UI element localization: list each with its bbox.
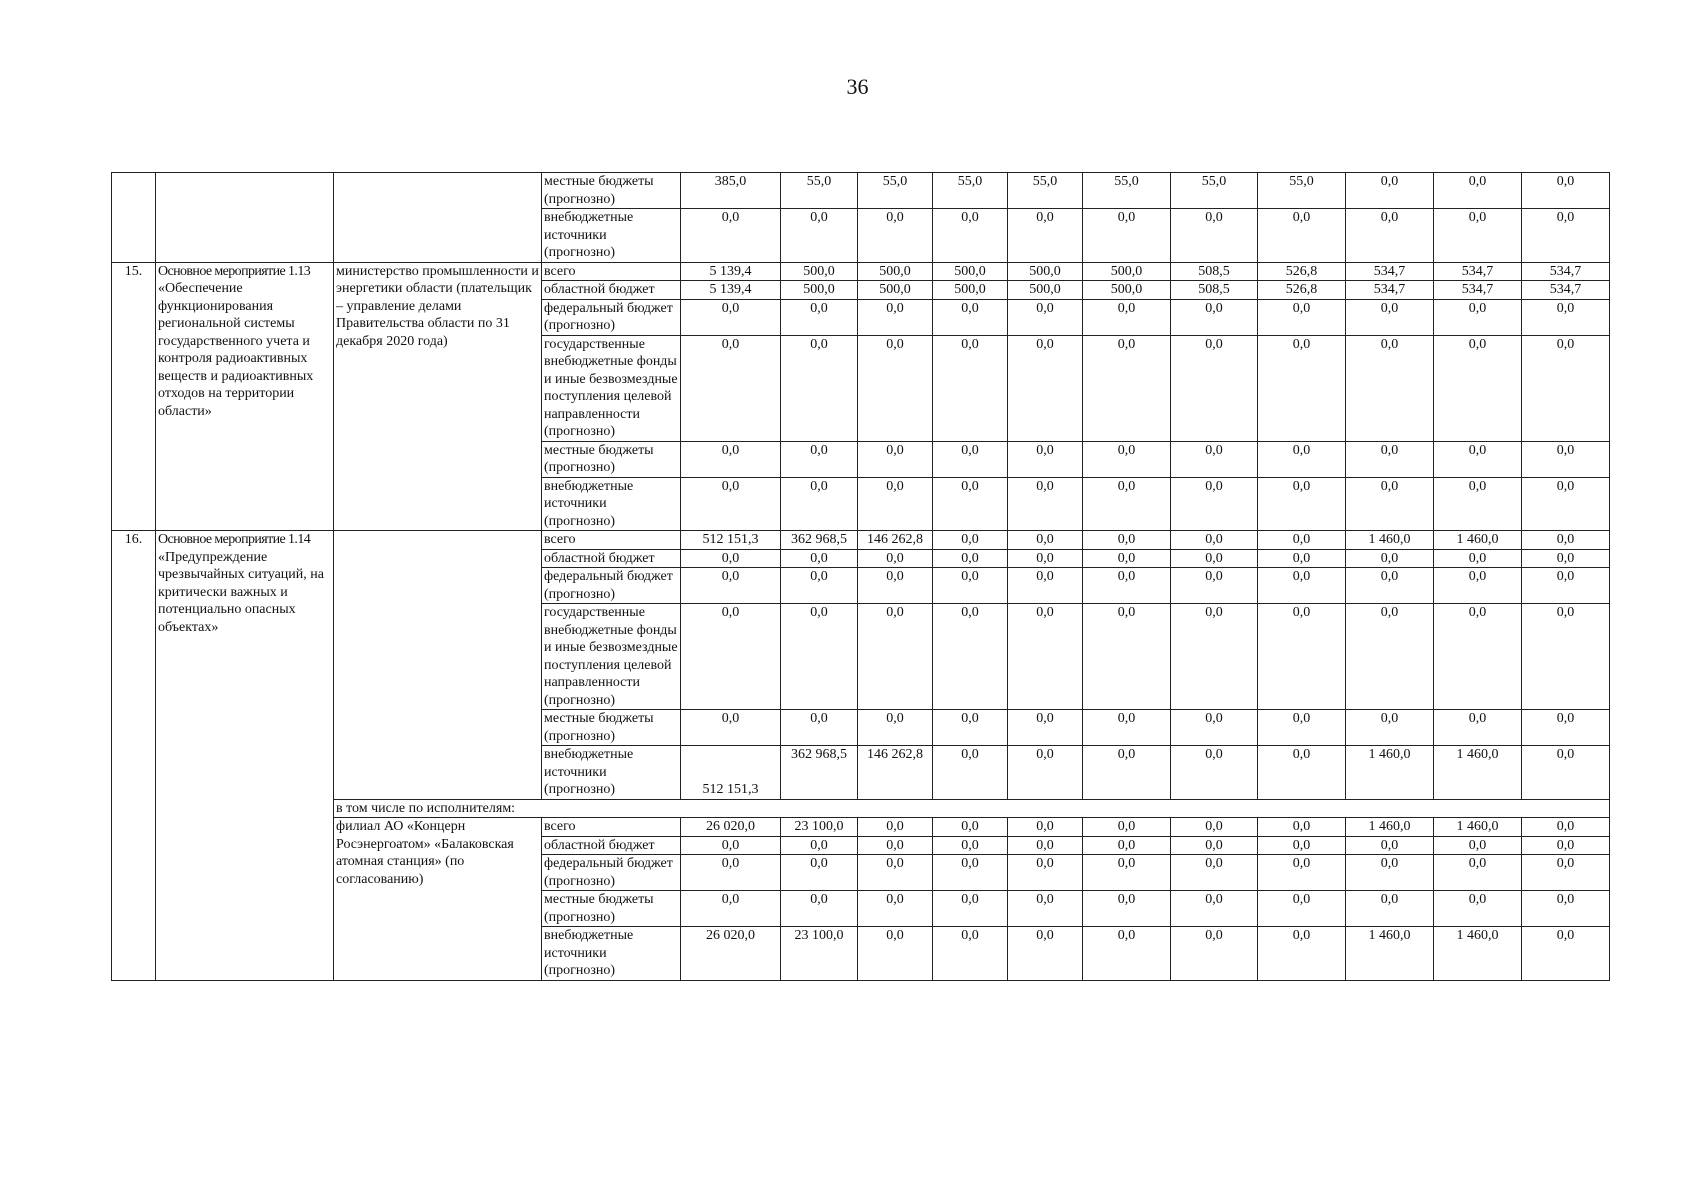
table-row [112,818,1610,837]
value-cell: 0,0 [933,746,1008,800]
measure-title: «Обеспечение функционирования региональной системы государственного учета и контроля радиоактивных веществ и радиоактивных отходов на территории области» [158,281,314,419]
executor-cell: министерство промышленности и энергетики области (плательщик – управление делами Правительства области по 31 декабря 2020 года) [334,262,542,531]
value-cell: 0,0 [1171,209,1258,263]
value-cell: 0,0 [1083,209,1171,263]
value-cell: 0,0 [1008,477,1083,531]
value-cell: 0,0 [1083,604,1171,710]
value-cell: 0,0 [1258,209,1346,263]
value-cell: 0,0 [1171,477,1258,531]
value-cell: 0,0 [858,604,933,710]
value-cell: 534,7 [1522,262,1610,281]
value-cell: 508,5 [1171,281,1258,300]
value-cell: 0,0 [933,891,1008,927]
source-cell: всего [542,818,681,837]
value-cell: 0,0 [1083,818,1171,837]
value-cell: 0,0 [1258,477,1346,531]
value-cell: 0,0 [681,855,781,891]
source-cell: местные бюджеты (прогнозно) [542,891,681,927]
value-cell: 534,7 [1346,281,1434,300]
value-cell: 500,0 [1008,281,1083,300]
value-cell: 0,0 [1522,836,1610,855]
value-cell: 0,0 [1008,927,1083,981]
value-cell: 0,0 [1346,441,1434,477]
value-cell: 0,0 [858,441,933,477]
value-cell: 0,0 [781,299,858,335]
budget-table [111,172,1610,981]
value-cell: 500,0 [781,262,858,281]
value-cell: 0,0 [1008,209,1083,263]
measure-cell [156,262,334,531]
table-row [112,799,1610,818]
value-cell: 0,0 [781,335,858,441]
value-cell: 0,0 [1346,836,1434,855]
value-cell: 0,0 [1008,568,1083,604]
source-cell: внебюджетные источники (прогнозно) [542,477,681,531]
value-cell: 0,0 [781,209,858,263]
value-cell: 0,0 [1522,604,1610,710]
value-cell: 0,0 [1171,836,1258,855]
value-cell: 0,0 [1008,335,1083,441]
value-cell: 500,0 [781,281,858,300]
value-cell: 0,0 [781,891,858,927]
value-cell: 0,0 [681,891,781,927]
measure-heading: Основное мероприятие 1.14 [158,532,311,547]
value-cell: 0,0 [1434,855,1522,891]
value-cell: 0,0 [781,549,858,568]
value-cell: 0,0 [933,299,1008,335]
value-cell: 0,0 [1171,710,1258,746]
row-index-cell [112,173,156,263]
value-cell: 0,0 [1258,335,1346,441]
value-cell: 0,0 [1522,209,1610,263]
value-cell: 5 139,4 [681,262,781,281]
value-cell: 0,0 [1083,836,1171,855]
value-cell: 0,0 [1258,855,1346,891]
value-cell: 0,0 [1008,441,1083,477]
value-cell: 500,0 [858,281,933,300]
value-cell: 0,0 [933,836,1008,855]
value-cell: 0,0 [1434,209,1522,263]
value-cell: 0,0 [1522,746,1610,800]
value-cell: 0,0 [681,209,781,263]
value-cell: 0,0 [1346,477,1434,531]
value-cell: 526,8 [1258,262,1346,281]
value-cell: 0,0 [1434,710,1522,746]
value-cell: 0,0 [1083,299,1171,335]
source-cell: государственные внебюджетные фонды и иные безвозмездные поступления целевой направленности (прогнозно) [542,604,681,710]
value-cell: 0,0 [1522,477,1610,531]
value-cell: 26 020,0 [681,818,781,837]
value-cell: 0,0 [1083,335,1171,441]
value-cell: 0,0 [681,710,781,746]
value-cell: 0,0 [1171,891,1258,927]
measure-title: «Предупреждение чрезвычайных ситуаций, на критически важных и потенциально опасных объектах» [158,549,324,635]
value-cell: 0,0 [1171,746,1258,800]
source-cell: федеральный бюджет (прогнозно) [542,299,681,335]
value-cell: 1 460,0 [1346,818,1434,837]
value-cell: 0,0 [681,549,781,568]
value-cell: 0,0 [1258,836,1346,855]
source-cell: федеральный бюджет (прогнозно) [542,568,681,604]
value-cell: 0,0 [1008,710,1083,746]
value-cell: 0,0 [858,549,933,568]
value-cell: 0,0 [1083,531,1171,550]
value-cell: 0,0 [1171,927,1258,981]
value-cell: 0,0 [858,209,933,263]
source-cell: внебюджетные источники (прогнозно) [542,927,681,981]
value-cell: 0,0 [1522,855,1610,891]
value-cell: 0,0 [1258,710,1346,746]
executor-cell [334,173,542,263]
value-cell: 0,0 [1434,477,1522,531]
executor-cell [334,531,542,800]
value-cell: 0,0 [1346,209,1434,263]
value-cell: 0,0 [1171,549,1258,568]
value-cell: 0,0 [858,477,933,531]
table-row [112,262,1610,281]
value-cell: 55,0 [1008,173,1083,209]
value-cell: 0,0 [1083,568,1171,604]
value-cell: 0,0 [1434,299,1522,335]
value-cell: 0,0 [933,441,1008,477]
source-cell: местные бюджеты (прогнозно) [542,710,681,746]
value-cell: 0,0 [681,441,781,477]
source-cell: всего [542,262,681,281]
value-cell: 0,0 [1258,568,1346,604]
source-cell: федеральный бюджет (прогнозно) [542,855,681,891]
value-cell: 0,0 [1522,710,1610,746]
value-cell: 1 460,0 [1434,531,1522,550]
value-cell: 0,0 [681,836,781,855]
value-cell: 0,0 [1171,568,1258,604]
value-cell: 0,0 [1522,891,1610,927]
value-cell: 0,0 [933,927,1008,981]
value-cell: 0,0 [1434,173,1522,209]
value-cell: 0,0 [1083,891,1171,927]
value-cell: 0,0 [1083,441,1171,477]
value-cell: 0,0 [1522,549,1610,568]
value-cell: 26 020,0 [681,927,781,981]
value-cell: 0,0 [1346,549,1434,568]
page-number: 36 [846,74,869,99]
value-cell: 0,0 [1083,549,1171,568]
value-cell: 0,0 [781,855,858,891]
source-cell: государственные внебюджетные фонды и иные безвозмездные поступления целевой направленности (прогнозно) [542,335,681,441]
value-cell: 55,0 [781,173,858,209]
value-cell: 0,0 [1008,818,1083,837]
value-cell: 55,0 [1171,173,1258,209]
value-cell: 0,0 [858,818,933,837]
value-cell: 512 151,3 [681,531,781,550]
value-cell: 0,0 [933,710,1008,746]
value-cell: 1 460,0 [1434,746,1522,800]
value-cell: 0,0 [1083,746,1171,800]
value-cell: 0,0 [1008,746,1083,800]
value-cell: 362 968,5 [781,746,858,800]
value-cell: 0,0 [858,299,933,335]
value-cell: 0,0 [933,335,1008,441]
value-cell: 0,0 [781,710,858,746]
value-cell: 0,0 [933,604,1008,710]
value-cell: 0,0 [781,568,858,604]
value-cell: 362 968,5 [781,531,858,550]
value-cell: 0,0 [1083,710,1171,746]
value-cell: 55,0 [1083,173,1171,209]
value-cell: 0,0 [1522,335,1610,441]
including-executors-label: в том числе по исполнителям: [334,799,1610,818]
value-cell: 512 151,3 [681,746,781,800]
value-cell: 0,0 [858,891,933,927]
value-cell: 0,0 [1346,173,1434,209]
value-cell: 0,0 [1008,891,1083,927]
value-cell: 0,0 [858,855,933,891]
value-cell: 534,7 [1522,281,1610,300]
value-cell: 0,0 [1434,335,1522,441]
value-cell: 0,0 [1008,836,1083,855]
value-cell: 0,0 [781,477,858,531]
table-row [112,531,1610,550]
value-cell: 0,0 [1434,891,1522,927]
value-cell: 0,0 [1346,299,1434,335]
value-cell: 0,0 [681,299,781,335]
value-cell: 0,0 [1434,549,1522,568]
value-cell: 0,0 [781,441,858,477]
value-cell: 0,0 [1171,441,1258,477]
value-cell: 1 460,0 [1434,927,1522,981]
source-cell: областной бюджет [542,836,681,855]
value-cell: 0,0 [1008,531,1083,550]
value-cell: 0,0 [1171,604,1258,710]
source-cell: внебюджетные источники (прогнозно) [542,746,681,800]
value-cell: 0,0 [933,477,1008,531]
value-cell: 0,0 [1171,335,1258,441]
table-row [112,173,1610,209]
value-cell: 0,0 [933,209,1008,263]
value-cell: 0,0 [681,568,781,604]
value-cell: 55,0 [858,173,933,209]
value-cell: 500,0 [933,281,1008,300]
value-cell: 0,0 [1171,299,1258,335]
value-cell: 0,0 [681,335,781,441]
value-cell: 0,0 [1346,891,1434,927]
value-cell: 0,0 [858,710,933,746]
value-cell: 146 262,8 [858,746,933,800]
value-cell: 0,0 [1258,441,1346,477]
value-cell: 1 460,0 [1346,531,1434,550]
value-cell: 0,0 [1346,604,1434,710]
value-cell: 0,0 [933,531,1008,550]
value-cell: 0,0 [1522,299,1610,335]
value-cell: 534,7 [1434,262,1522,281]
value-cell: 0,0 [1083,477,1171,531]
value-cell: 0,0 [1434,568,1522,604]
value-cell: 0,0 [1008,549,1083,568]
value-cell: 1 460,0 [1346,746,1434,800]
value-cell: 0,0 [933,855,1008,891]
value-cell: 526,8 [1258,281,1346,300]
value-cell: 0,0 [1258,927,1346,981]
value-cell: 534,7 [1434,281,1522,300]
source-cell: внебюджетные источники (прогнозно) [542,209,681,263]
value-cell: 0,0 [1008,855,1083,891]
source-cell: областной бюджет [542,549,681,568]
value-cell: 23 100,0 [781,818,858,837]
value-cell: 0,0 [1434,604,1522,710]
value-cell: 5 139,4 [681,281,781,300]
value-cell: 0,0 [1083,927,1171,981]
value-cell: 500,0 [1008,262,1083,281]
value-cell: 0,0 [1171,531,1258,550]
value-cell: 534,7 [1346,262,1434,281]
value-cell: 0,0 [1258,604,1346,710]
value-cell: 1 460,0 [1434,818,1522,837]
value-cell: 508,5 [1171,262,1258,281]
value-cell: 0,0 [1008,604,1083,710]
value-cell: 0,0 [1258,531,1346,550]
source-cell: областной бюджет [542,281,681,300]
value-cell: 0,0 [681,477,781,531]
measure-cell [156,173,334,263]
value-cell: 0,0 [933,568,1008,604]
value-cell: 0,0 [1083,855,1171,891]
value-cell: 0,0 [858,568,933,604]
value-cell: 0,0 [1258,549,1346,568]
value-cell: 0,0 [1434,836,1522,855]
value-cell: 0,0 [781,836,858,855]
value-cell: 0,0 [1522,441,1610,477]
value-cell: 0,0 [1171,855,1258,891]
value-cell: 385,0 [681,173,781,209]
value-cell: 0,0 [681,604,781,710]
value-cell: 0,0 [1258,299,1346,335]
value-cell: 500,0 [933,262,1008,281]
value-cell: 0,0 [1522,818,1610,837]
value-cell: 0,0 [1258,818,1346,837]
value-cell: 500,0 [1083,281,1171,300]
value-cell: 0,0 [1008,299,1083,335]
value-cell: 0,0 [1346,710,1434,746]
source-cell: местные бюджеты (прогнозно) [542,441,681,477]
value-cell: 500,0 [858,262,933,281]
value-cell: 0,0 [858,836,933,855]
executor-cell: филиал АО «Концерн Росэнергоатом» «Балаковская атомная станция» (по согласованию) [334,818,542,981]
value-cell: 1 460,0 [1346,927,1434,981]
value-cell: 0,0 [858,927,933,981]
value-cell: 500,0 [1083,262,1171,281]
value-cell: 0,0 [1522,927,1610,981]
source-cell: всего [542,531,681,550]
value-cell: 55,0 [1258,173,1346,209]
value-cell: 0,0 [858,335,933,441]
source-cell: местные бюджеты (прогнозно) [542,173,681,209]
value-cell: 0,0 [1522,531,1610,550]
value-cell: 0,0 [933,818,1008,837]
value-cell: 146 262,8 [858,531,933,550]
value-cell: 0,0 [1522,568,1610,604]
value-cell: 0,0 [1258,891,1346,927]
measure-heading: Основное мероприятие 1.13 [158,263,311,279]
row-index-cell: 15. [112,262,156,531]
value-cell: 0,0 [1171,818,1258,837]
value-cell: 55,0 [933,173,1008,209]
value-cell: 0,0 [781,604,858,710]
value-cell: 0,0 [1522,173,1610,209]
value-cell: 0,0 [1346,855,1434,891]
value-cell: 23 100,0 [781,927,858,981]
value-cell: 0,0 [933,549,1008,568]
value-cell: 0,0 [1434,441,1522,477]
value-cell: 0,0 [1258,746,1346,800]
row-index-cell: 16. [112,531,156,981]
value-cell: 0,0 [1346,335,1434,441]
value-cell: 0,0 [1346,568,1434,604]
measure-cell [156,531,334,981]
